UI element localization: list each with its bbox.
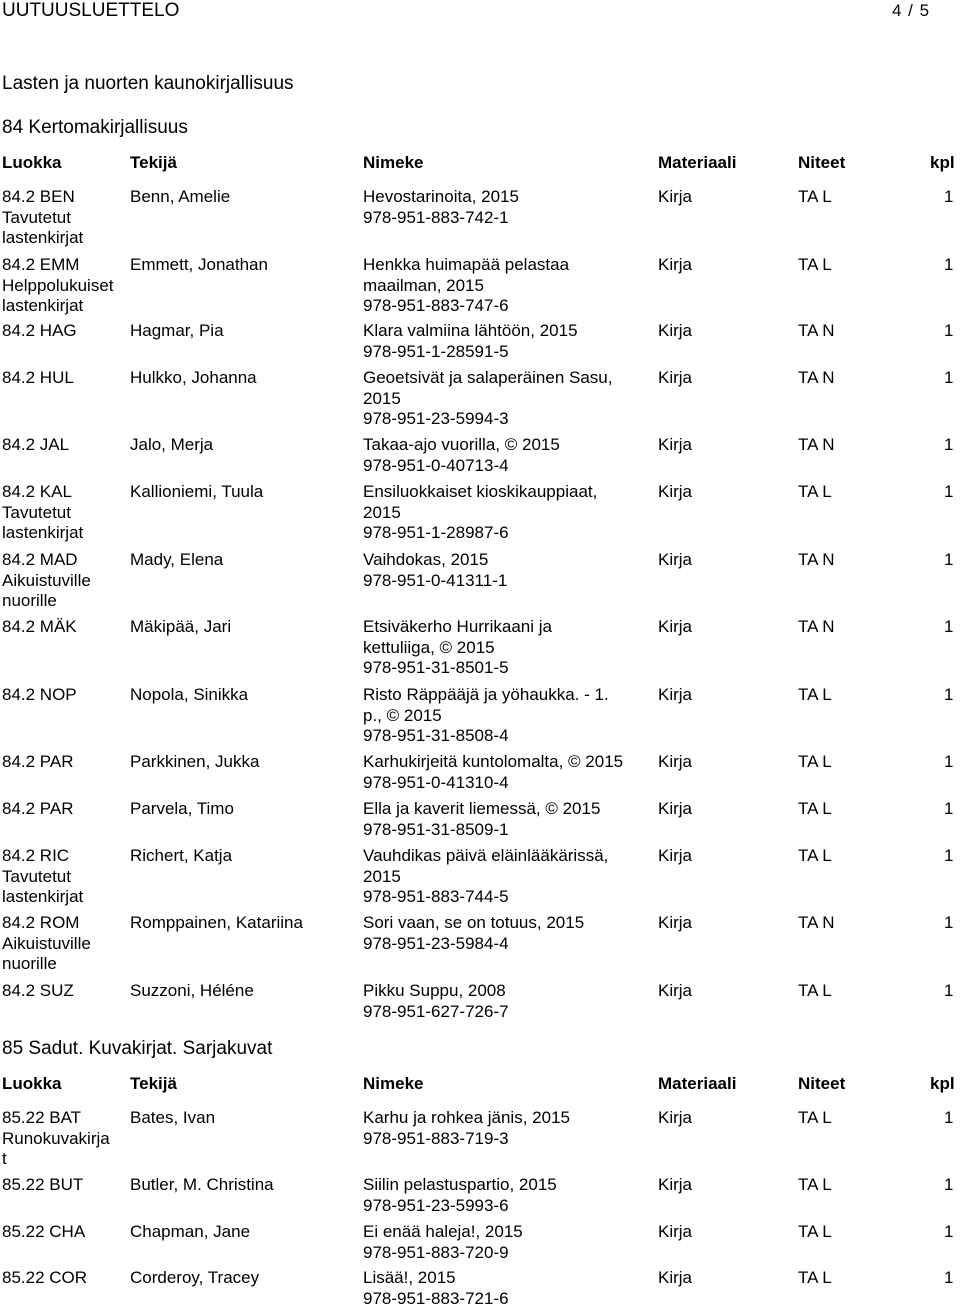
nimeke: Karhukirjeitä kuntolomalta, © 2015 978-951-0-41310-4 (363, 752, 624, 792)
column-header-row (0, 1074, 960, 1096)
tekija: Romppainen, Katariina (130, 913, 303, 932)
tekija: Jalo, Merja (130, 435, 214, 454)
luokka: 84.2 HUL (2, 368, 74, 387)
niteet: TA L (798, 685, 832, 704)
niteet: TA L (798, 981, 832, 1000)
luokka: 84.2 NOP (2, 685, 77, 704)
nimeke: Geoetsivät ja salaperäinen Sasu, 2015 978-951-23-5994-3 (363, 368, 613, 428)
tekija: Mäkipää, Jari (130, 617, 232, 636)
luokka: 84.2 MAD Aikuistuville nuorille (2, 550, 91, 610)
tekija: Suzzoni, Héléne (130, 981, 254, 1000)
materiaali: Kirja (658, 1175, 693, 1194)
column-header-row (0, 153, 960, 175)
column-nimeke: Nimeke (363, 153, 424, 172)
materiaali: Kirja (658, 368, 693, 387)
materiaali: Kirja (658, 913, 693, 932)
kpl: 1 (944, 1222, 954, 1241)
luokka: 85.22 COR (2, 1268, 88, 1287)
luokka: 84.2 SUZ (2, 981, 74, 1000)
materiaali: Kirja (658, 1268, 693, 1287)
column-kpl: kpl (930, 1074, 955, 1093)
tekija: Parvela, Timo (130, 799, 234, 818)
nimeke: Takaa-ajo vuorilla, © 2015 978-951-0-40713-4 (363, 435, 560, 475)
column-materiaali: Materiaali (658, 1074, 737, 1093)
kpl: 1 (944, 550, 954, 569)
kpl: 1 (944, 913, 954, 932)
luokka: 84.2 PAR (2, 799, 74, 818)
nimeke: Klara valmiina lähtöön, 2015 978-951-1-28591-5 (363, 321, 578, 361)
luokka: 84.2 RIC Tavutetut lastenkirjat (2, 846, 84, 906)
kpl: 1 (944, 1108, 954, 1127)
materiaali: Kirja (658, 1222, 693, 1241)
nimeke: Etsiväkerho Hurrikaani ja kettuliiga, © 2015 978-951-31-8501-5 (363, 617, 552, 677)
materiaali: Kirja (658, 321, 693, 340)
kpl: 1 (944, 981, 954, 1000)
nimeke: Ensiluokkaiset kioskikauppiaat, 2015 978-951-1-28987-6 (363, 482, 598, 542)
luokka: 85.22 BAT Runokuvakirja t (2, 1108, 110, 1168)
luokka: 84.2 MÄK (2, 617, 77, 636)
materiaali: Kirja (658, 846, 693, 865)
tekija: Hagmar, Pia (130, 321, 224, 340)
luokka: 84.2 HAG (2, 321, 77, 340)
materiaali: Kirja (658, 550, 693, 569)
tekija: Butler, M. Christina (130, 1175, 274, 1194)
subsection-title: 85 Sadut. Kuvakirjat. Sarjakuvat (2, 1038, 273, 1059)
luokka: 85.22 CHA (2, 1222, 86, 1241)
nimeke: Pikku Suppu, 2008 978-951-627-726-7 (363, 981, 509, 1021)
kpl: 1 (944, 435, 954, 454)
document-title: UUTUUSLUETTELO (2, 0, 180, 21)
tekija: Emmett, Jonathan (130, 255, 268, 274)
tekija: Kallioniemi, Tuula (130, 482, 264, 501)
niteet: TA L (798, 799, 832, 818)
tekija: Benn, Amelie (130, 187, 231, 206)
tekija: Nopola, Sinikka (130, 685, 249, 704)
luokka: 84.2 BEN Tavutetut lastenkirjat (2, 187, 84, 247)
tekija: Bates, Ivan (130, 1108, 216, 1127)
niteet: TA N (798, 913, 835, 932)
materiaali: Kirja (658, 617, 693, 636)
materiaali: Kirja (658, 187, 693, 206)
subsection-title: 84 Kertomakirjallisuus (2, 117, 188, 138)
niteet: TA N (798, 550, 835, 569)
tekija: Mady, Elena (130, 550, 224, 569)
column-nimeke: Nimeke (363, 1074, 424, 1093)
materiaali: Kirja (658, 981, 693, 1000)
niteet: TA L (798, 1175, 832, 1194)
section-title: Lasten ja nuorten kaunokirjallisuus (2, 73, 294, 94)
tekija: Chapman, Jane (130, 1222, 251, 1241)
tekija: Hulkko, Johanna (130, 368, 257, 387)
column-luokka: Luokka (2, 153, 62, 172)
nimeke: Karhu ja rohkea jänis, 2015 978-951-883-719-3 (363, 1108, 570, 1148)
materiaali: Kirja (658, 685, 693, 704)
kpl: 1 (944, 187, 954, 206)
kpl: 1 (944, 799, 954, 818)
materiaali: Kirja (658, 799, 693, 818)
nimeke: Ei enää haleja!, 2015 978-951-883-720-9 (363, 1222, 523, 1262)
column-niteet: Niteet (798, 1074, 846, 1093)
column-materiaali: Materiaali (658, 153, 737, 172)
luokka: 84.2 ROM Aikuistuville nuorille (2, 913, 91, 973)
column-niteet: Niteet (798, 153, 846, 172)
materiaali: Kirja (658, 482, 693, 501)
kpl: 1 (944, 685, 954, 704)
materiaali: Kirja (658, 435, 693, 454)
nimeke: Sori vaan, se on totuus, 2015 978-951-23-5984-4 (363, 913, 585, 953)
kpl: 1 (944, 1175, 954, 1194)
column-tekija: Tekijä (130, 1074, 177, 1093)
tekija: Parkkinen, Jukka (130, 752, 260, 771)
niteet: TA L (798, 255, 832, 274)
niteet: TA N (798, 435, 835, 454)
nimeke: Vaihdokas, 2015 978-951-0-41311-1 (363, 550, 508, 590)
kpl: 1 (944, 255, 954, 274)
luokka: 84.2 PAR (2, 752, 74, 771)
niteet: TA L (798, 187, 832, 206)
niteet: TA L (798, 1268, 832, 1287)
luokka: 84.2 EMM Helppolukuiset lastenkirjat (2, 255, 114, 315)
kpl: 1 (944, 1268, 954, 1287)
nimeke: Henkka huimapää pelastaa maailman, 2015 978-951-883-747-6 (363, 255, 570, 315)
column-luokka: Luokka (2, 1074, 62, 1093)
niteet: TA L (798, 1222, 832, 1241)
kpl: 1 (944, 846, 954, 865)
nimeke: Risto Räppääjä ja yöhaukka. - 1. p., © 2015 978-951-31-8508-4 (363, 685, 609, 745)
niteet: TA N (798, 617, 835, 636)
niteet: TA L (798, 1108, 832, 1127)
kpl: 1 (944, 617, 954, 636)
nimeke: Ella ja kaverit liemessä, © 2015 978-951-31-8509-1 (363, 799, 601, 839)
kpl: 1 (944, 368, 954, 387)
column-tekija: Tekijä (130, 153, 177, 172)
materiaali: Kirja (658, 752, 693, 771)
niteet: TA L (798, 846, 832, 865)
luokka: 84.2 KAL Tavutetut lastenkirjat (2, 482, 84, 542)
materiaali: Kirja (658, 1108, 693, 1127)
kpl: 1 (944, 321, 954, 340)
page-number: 4 / 5 (892, 1, 931, 20)
niteet: TA L (798, 752, 832, 771)
tekija: Corderoy, Tracey (130, 1268, 260, 1287)
column-kpl: kpl (930, 153, 955, 172)
luokka: 85.22 BUT (2, 1175, 84, 1194)
luokka: 84.2 JAL (2, 435, 70, 454)
materiaali: Kirja (658, 255, 693, 274)
kpl: 1 (944, 482, 954, 501)
niteet: TA L (798, 482, 832, 501)
nimeke: Hevostarinoita, 2015 978-951-883-742-1 (363, 187, 519, 227)
nimeke: Siilin pelastuspartio, 2015 978-951-23-5993-6 (363, 1175, 557, 1215)
niteet: TA N (798, 368, 835, 387)
niteet: TA N (798, 321, 835, 340)
tekija: Richert, Katja (130, 846, 233, 865)
nimeke: Lisää!, 2015 978-951-883-721-6 (363, 1268, 509, 1308)
kpl: 1 (944, 752, 954, 771)
nimeke: Vauhdikas päivä eläinlääkärissä, 2015 978-951-883-744-5 (363, 846, 609, 906)
